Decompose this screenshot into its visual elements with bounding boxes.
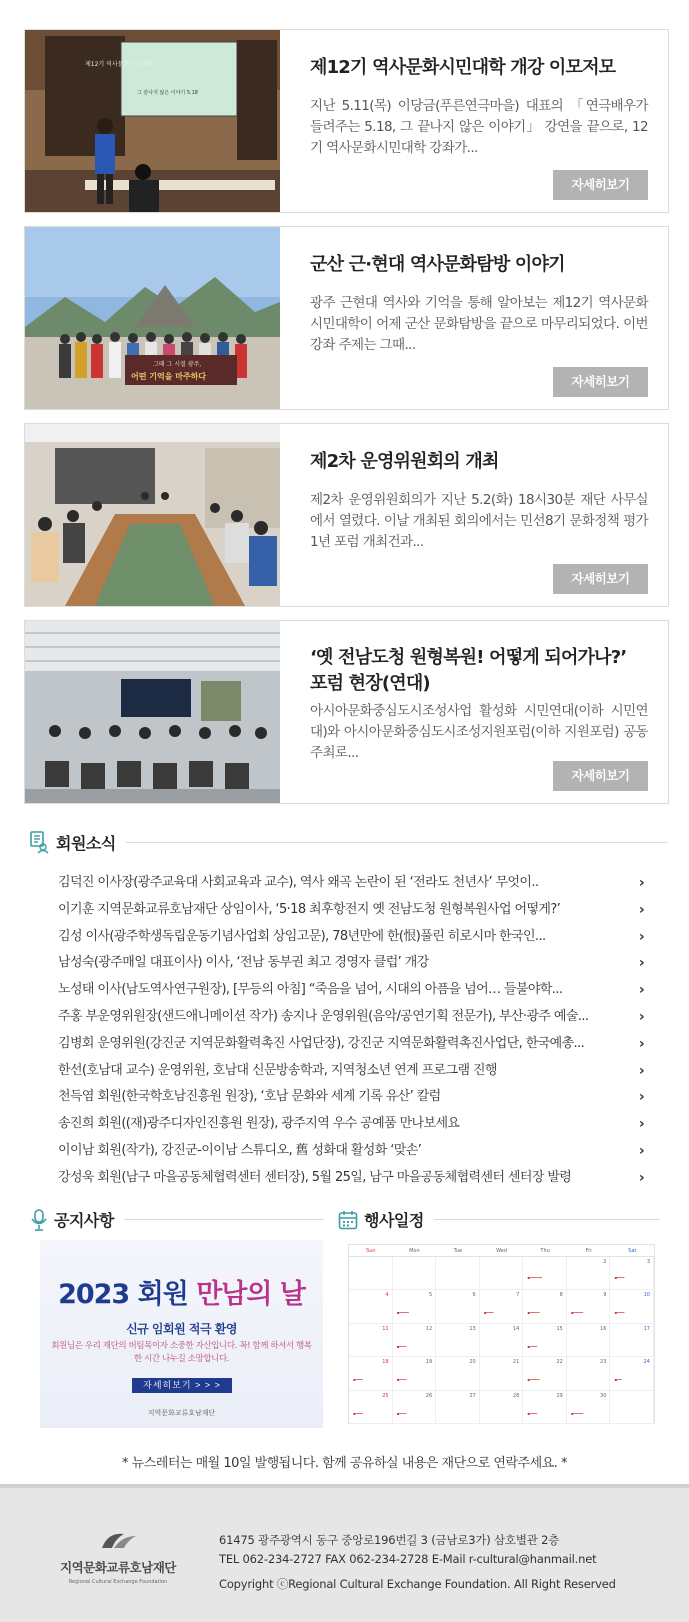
- list-item[interactable]: 한선(호남대 교수) 운영위원, 호남대 신문방송학과, 지역청소년 연계 프로그램 진행 ›: [58, 1058, 648, 1085]
- calendar-cell[interactable]: 19 ▪━━━: [393, 1357, 437, 1390]
- calendar-cell[interactable]: 15 ▪━━━: [523, 1324, 567, 1357]
- footer-copyright: Copyright ⓒRegional Cultural Exchange Foundation. All Right Reserved: [219, 1577, 616, 1591]
- calendar-weekdays: Sun Mon Tue Wed Thu Fri Sat: [349, 1245, 654, 1257]
- list-item[interactable]: 김병회 운영위원(강진군 지역문화활력촉진 사업단장), 강진군 지역문화활력촉진사업단, 한국예총... ›: [58, 1031, 648, 1058]
- events-header: [338, 1208, 660, 1231]
- calendar-cell[interactable]: 25 ▪━━━: [349, 1391, 393, 1424]
- notice-banner[interactable]: [40, 1240, 323, 1428]
- calendar-cell: [393, 1257, 437, 1290]
- list-item[interactable]: 천득염 회원(한국학호남진흥원 원장), ‘호남 문화와 세계 기록 유산’ 칼럼 ›: [58, 1084, 648, 1111]
- calendar-cell[interactable]: ▪━━━━━: [523, 1257, 567, 1290]
- notice-header: [30, 1208, 324, 1231]
- chevron-right-icon[interactable]: ›: [638, 1008, 644, 1025]
- member-news-icon: [28, 830, 50, 854]
- article-title[interactable]: 제2차 운영위원회의 개최: [310, 451, 499, 472]
- list-item[interactable]: 주홍 부운영위원장(샌드애니메이션 작가) 송지나 운영위원(음악/공연기획 전문가), 부산·광주 예술... ›: [58, 1004, 648, 1031]
- calendar-cell[interactable]: 12 ▪━━━: [393, 1324, 437, 1357]
- calendar-cell[interactable]: 22 ▪━━━━: [523, 1357, 567, 1390]
- chevron-right-icon[interactable]: ›: [638, 928, 644, 945]
- article-card[interactable]: [24, 226, 669, 410]
- member-news-title: 회원소식: [56, 833, 116, 853]
- article-body: [310, 424, 648, 606]
- list-item[interactable]: 남성숙(광주매일 대표이사) 이사, ‘전남 동부권 최고 경영자 클럽’ 개강 ›: [58, 950, 648, 977]
- chevron-right-icon[interactable]: ›: [638, 875, 644, 891]
- calendar-cell[interactable]: 29 ▪━━━: [523, 1391, 567, 1424]
- list-item[interactable]: 강성욱 회원(남구 마을공동체협력센터 센터장), 5월 25일, 남구 마을공동체협력센터 센터장 발령 ›: [58, 1165, 648, 1192]
- article-summary: 지난 5.11(목) 이당금(푸른연극마을) 대표의 「연극배우가 들려주는 5.18, 그 끝나지 않은 이야기」 강연을 끝으로, 12기 역사문화시민대학 강좌가...: [310, 98, 648, 156]
- article-thumbnail[interactable]: [25, 621, 280, 803]
- list-item[interactable]: 송진희 회원((재)광주디자인진흥원 원장), 광주지역 우수 공예품 만나보세요 ›: [58, 1111, 648, 1138]
- footer-contact[interactable]: TEL 062-234-2727 FAX 062-234-2728 E-Mail r-cultural@hanmail.net: [219, 1552, 597, 1566]
- article-body: [310, 621, 648, 803]
- calendar-cell: [349, 1257, 393, 1290]
- calendar-cell[interactable]: 10 ▪━━━: [610, 1290, 654, 1323]
- banner-line2: 어떤 기억을 마주하다: [131, 372, 207, 381]
- chevron-right-icon[interactable]: ›: [638, 1089, 644, 1106]
- calendar-cell: 23: [567, 1357, 611, 1390]
- calendar-cell: 20: [436, 1357, 480, 1390]
- member-news-list: [58, 870, 648, 1192]
- meeting-photo: [25, 424, 280, 606]
- calendar-cell[interactable]: 5 ▪━━━━: [393, 1290, 437, 1323]
- read-more-button[interactable]: 자세히보기: [553, 367, 648, 397]
- banner-subtitle: 신규 임회원 적극 환영: [126, 1322, 237, 1336]
- footer-info: [219, 1531, 616, 1594]
- article-title[interactable]: 제12기 역사문화시민대학 개강 이모저모: [310, 57, 616, 78]
- list-item[interactable]: 김성 이사(광주학생독립운동기념사업회 상임고문), 78년만에 한(恨)풀린 히로시마 한국인... ›: [58, 924, 648, 951]
- notice-title: 공지사항: [54, 1211, 114, 1230]
- forum-photo: [25, 621, 280, 803]
- org-logo: [48, 1528, 188, 1585]
- lecture-photo: [25, 30, 280, 212]
- calendar-cell: 2: [567, 1257, 611, 1290]
- list-item[interactable]: 이기훈 지역문화교류호남재단 상임이사, ‘5·18 최후항전지 옛 전남도청 원형복원사업 어떻게?’ ›: [58, 897, 648, 924]
- article-body: [310, 227, 648, 409]
- calendar-cell[interactable]: 8 ▪━━━━: [523, 1290, 567, 1323]
- section-divider: [124, 1219, 324, 1220]
- article-summary: 광주 근현대 역사와 기억을 통해 알아보는 제12기 역사문화시민대학이 어제 군산 문화탐방을 끝으로 마무리되었다. 이번 강좌 주제는 그때...: [310, 295, 648, 353]
- banner-org-name: 지역문화교류호남재단: [147, 1409, 216, 1417]
- section-divider: [434, 1219, 660, 1220]
- article-summary: 제2차 운영위원회의가 지난 5.2(화) 18시30분 재단 사무실에서 열렸다. 이날 개최된 회의에서는 민선8기 문화정책 평가 1년 포럼 개최건과...: [310, 492, 648, 550]
- calendar-cell: 11: [349, 1324, 393, 1357]
- list-item[interactable]: 이이남 회원(작가), 강진군-이이남 스튜디오, 舊 성화대 활성화 ‘맞손’ ›: [58, 1138, 648, 1165]
- calendar-cell: 16: [567, 1324, 611, 1357]
- calendar-cell: 27: [436, 1391, 480, 1424]
- chevron-right-icon[interactable]: ›: [638, 1169, 644, 1186]
- read-more-button[interactable]: 자세히보기: [553, 170, 648, 200]
- calendar-cell[interactable]: 7 ▪━━━: [480, 1290, 524, 1323]
- calendar-cell: [610, 1391, 654, 1424]
- read-more-button[interactable]: 자세히보기: [553, 564, 648, 594]
- chevron-right-icon[interactable]: ›: [638, 901, 644, 918]
- member-news-header: [28, 830, 668, 854]
- article-body: [310, 30, 648, 212]
- leaf-logo-icon: [98, 1528, 138, 1550]
- calendar-cell: 17: [610, 1324, 654, 1357]
- microphone-icon: [30, 1209, 48, 1231]
- article-summary: 아시아문화중심도시조성사업 활성화 시민연대(이하 시민연대)와 아시아문화중심도시조성지원포럼(이하 지원포럼) 공동 주최로...: [310, 703, 648, 761]
- calendar-cell[interactable]: 9 ▪━━━━: [567, 1290, 611, 1323]
- calendar-cell[interactable]: 18 ▪━━━: [349, 1357, 393, 1390]
- article-thumbnail[interactable]: [25, 227, 280, 409]
- calendar-cell[interactable]: 30 ▪━━━━: [567, 1391, 611, 1424]
- list-item[interactable]: 노성태 이사(남도역사연구원장), [무등의 아침] “죽음을 넘어, 시대의 아픔을 넘어… 들불야학... ›: [58, 977, 648, 1004]
- events-title: 행사일정: [364, 1211, 424, 1230]
- article-card[interactable]: [24, 620, 669, 804]
- article-thumbnail[interactable]: [25, 424, 280, 606]
- calendar-cell: 14: [480, 1324, 524, 1357]
- org-name: 지역문화교류호남재단: [60, 1560, 176, 1575]
- newsletter-footnote: * 뉴스레터는 매월 10일 발행됩니다. 함께 공유하실 내용은 재단으로 연락주세요. *: [122, 1456, 567, 1471]
- article-thumbnail[interactable]: [25, 30, 280, 212]
- org-name-en: Regional Cultural Exchange Foundation: [68, 1579, 168, 1585]
- calendar-cell: 28: [480, 1391, 524, 1424]
- calendar-grid: [349, 1257, 654, 1424]
- calendar-cell: [480, 1257, 524, 1290]
- article-title[interactable]: ‘옛 전남도청 원형복원! 어떻게 되어가나?’ 포럼 현장(연대): [310, 647, 627, 694]
- calendar-cell: 21: [480, 1357, 524, 1390]
- footer: [0, 1484, 689, 1622]
- article-list: [24, 29, 669, 817]
- article-title[interactable]: 군산 근·현대 역사문화탐방 이야기: [310, 254, 565, 275]
- field-trip-photo: [25, 227, 280, 409]
- event-calendar[interactable]: [348, 1244, 655, 1424]
- calendar-cell[interactable]: 26 ▪━━━: [393, 1391, 437, 1424]
- read-more-button[interactable]: 자세히보기: [553, 761, 648, 791]
- screen-caption: 그 끝나지 않은 이야기 5.18: [137, 90, 198, 96]
- calendar-cell: 6: [436, 1290, 480, 1323]
- calendar-cell: 4: [349, 1290, 393, 1323]
- calendar-cell: 13: [436, 1324, 480, 1357]
- footer-address: 61475 광주광역시 동구 중앙로196번길 3 (금남로3가) 삼호별관 2층: [219, 1533, 560, 1547]
- article-card[interactable]: [24, 29, 669, 213]
- banner-text: 회원님은 우리 재단의 버팀목이자 소중한 자산입니다. 꼭! 함께 하셔서 행복한 시간 나누길 소망합니다.: [51, 1341, 312, 1364]
- chevron-right-icon[interactable]: ›: [638, 1142, 644, 1159]
- photo-caption: 제12기 역사문화시민대학: [85, 61, 153, 68]
- chevron-right-icon[interactable]: ›: [638, 1062, 644, 1079]
- chevron-right-icon[interactable]: ›: [638, 1116, 644, 1133]
- calendar-icon: [338, 1210, 358, 1230]
- chevron-right-icon[interactable]: ›: [638, 982, 644, 999]
- calendar-cell: [436, 1257, 480, 1290]
- calendar-cell[interactable]: 3 ▪━━━: [610, 1257, 654, 1290]
- article-card[interactable]: [24, 423, 669, 607]
- section-divider: [126, 842, 668, 843]
- banner-more-button[interactable]: 자세히보기 > > >: [132, 1378, 232, 1393]
- calendar-cell[interactable]: 24 ▪━━: [610, 1357, 654, 1390]
- banner-title: 2023 회원 만남의 날: [58, 1279, 305, 1310]
- list-item[interactable]: 김덕진 이사장(광주교육대 사회교육과 교수), 역사 왜곡 논란이 된 ‘전라도 천년사’ 무엇이.. ›: [58, 870, 648, 897]
- chevron-right-icon[interactable]: ›: [638, 1035, 644, 1052]
- banner-line1: 그때 그 시절 광주,: [153, 361, 202, 368]
- chevron-right-icon[interactable]: ›: [638, 955, 644, 972]
